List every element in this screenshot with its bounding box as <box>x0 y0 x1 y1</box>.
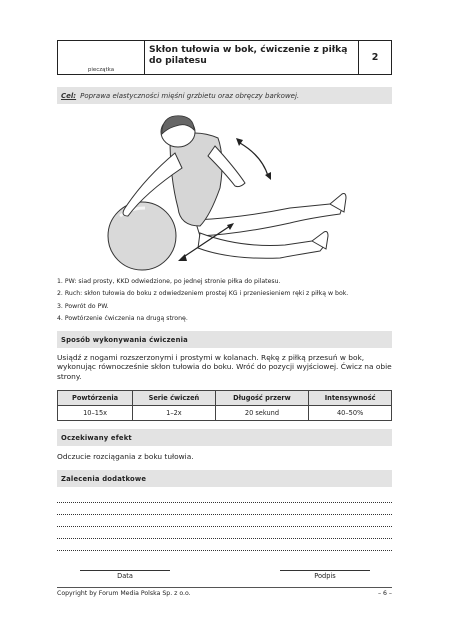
table-row <box>58 406 392 421</box>
exercise-illustration <box>90 108 360 273</box>
table-header-cell: Długość przerw <box>215 391 309 406</box>
step-item: 1. PW: siad prosty, KKD odwiedzione, po jednej stronie piłka do pilatesu. <box>57 278 281 285</box>
writing-line[interactable] <box>57 538 392 539</box>
recommend-section-header <box>57 470 392 487</box>
signature-line[interactable] <box>280 570 370 571</box>
exercise-header <box>57 40 392 75</box>
method-section-header <box>57 331 392 348</box>
exercise-number: 2 <box>371 52 379 63</box>
writing-line[interactable] <box>57 550 392 551</box>
table-header-cell: Intensywność <box>309 391 392 406</box>
table-cell: 1–2x <box>133 406 215 421</box>
table-header-row <box>58 391 392 406</box>
effect-text: Odczucie rozciągania z boku tułowia. <box>57 452 194 461</box>
table-header-cell: Serie ćwiczeń <box>133 391 215 406</box>
exercise-title: Skłon tułowia w bok, ćwiczenie z piłką do pilatesu <box>145 41 359 74</box>
effect-section-title: Oczekiwany efekt <box>61 433 132 442</box>
goal-bar <box>57 87 392 104</box>
step-item: 2. Ruch: skłon tułowia do boku z odwiedzeniem prostej KG i przeniesieniem ręki z piłką w bok. <box>57 290 349 298</box>
table-cell: 40–50% <box>309 406 392 421</box>
effect-section-header <box>57 429 392 446</box>
step-item: 3. Powrót do PW. <box>57 302 109 310</box>
table-header-cell: Powtórzenia <box>58 391 133 406</box>
table-cell: 10–15x <box>58 406 133 421</box>
date-signature-line[interactable] <box>80 570 170 571</box>
writing-line[interactable] <box>57 526 392 527</box>
goal-text: Poprawa elastyczności mięśni grzbietu oraz obręczy barkowej. <box>80 91 300 100</box>
table-cell: 20 sekund <box>215 406 309 421</box>
parameters-table <box>57 390 392 421</box>
stamp-label: pieczątka <box>87 67 115 73</box>
step-item: 4. Powtórzenie ćwiczenia na drugą stronę. <box>57 315 188 323</box>
recommend-section-title: Zalecenia dodatkowe <box>61 474 147 483</box>
steps-list <box>57 276 397 326</box>
writing-line[interactable] <box>57 514 392 515</box>
goal-label: Cel: <box>61 91 77 100</box>
method-section-title: Sposób wykonywania ćwiczenia <box>61 335 188 344</box>
stamp-box <box>58 41 145 74</box>
page-number: – 6 – <box>377 590 392 597</box>
signature-label: Podpis <box>314 572 336 580</box>
writing-line[interactable] <box>57 502 392 503</box>
date-label: Data <box>117 572 133 580</box>
footer-divider <box>57 587 392 588</box>
copyright-text: Copyright by Forum Media Polska Sp. z o.o. <box>57 590 191 597</box>
method-text: Usiądź z nogami rozszerzonymi i prostymi w kolanach. Rękę z piłką przesuń w bok, wykonując równocześnie skłon tułowia do boku. Wróć do pozycji wyjściowej. Ćwicz na obie strony. <box>57 353 392 381</box>
